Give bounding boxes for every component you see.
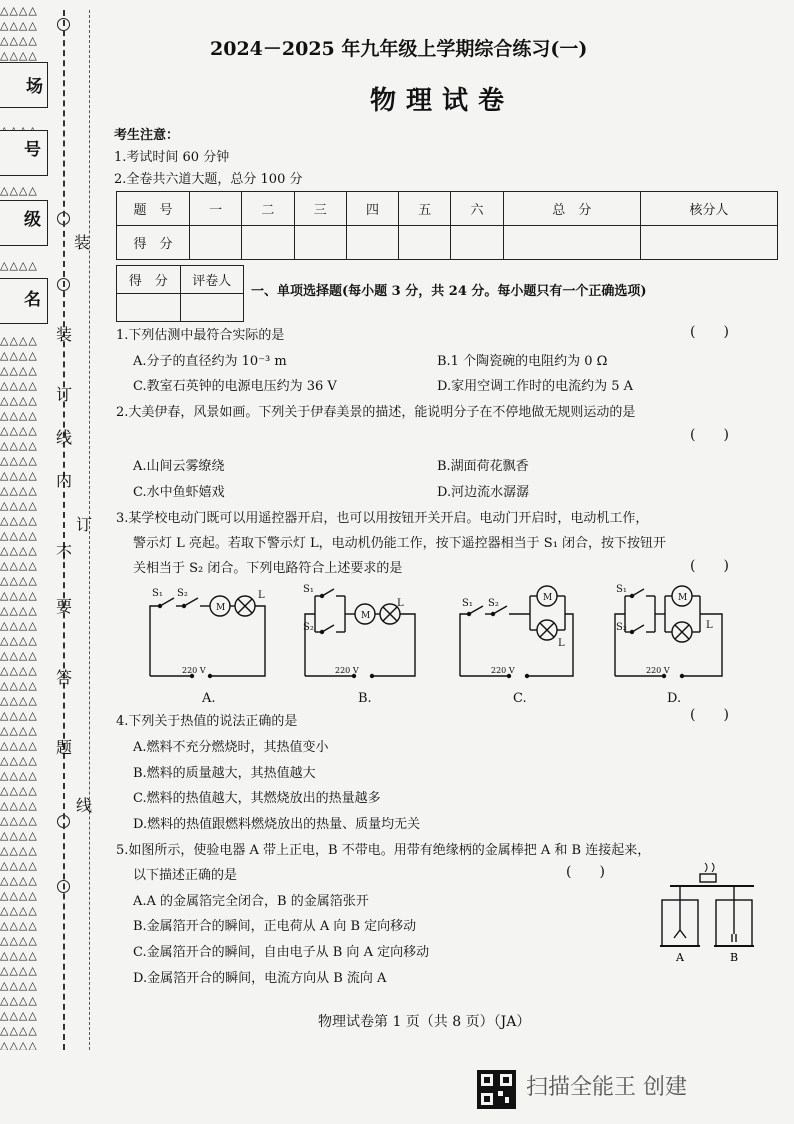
label-s2: S₂ <box>177 588 188 599</box>
q5-option-d: D.金属箔开合的瞬间，电流方向从 B 流向 A <box>133 971 387 986</box>
triangle-row: △△△△ <box>0 904 38 917</box>
score-table-score-row <box>117 226 778 260</box>
triangle-row: △△△△ <box>0 364 38 377</box>
motor-symbol: M <box>216 603 226 613</box>
q5-answer-paren[interactable]: ( ) <box>566 864 605 880</box>
q1-answer-paren[interactable]: ( ) <box>690 324 729 340</box>
triangle-row: △△△△ <box>0 874 38 887</box>
triangle-row: △△△△ <box>0 334 38 347</box>
voltage-label: 220 V <box>491 666 515 675</box>
triangle-row: △△△△ <box>0 934 38 947</box>
triangle-row: △△△△ <box>0 709 38 722</box>
triangle-row: △△△△ <box>0 814 38 827</box>
score-input-cell[interactable] <box>346 226 398 260</box>
q1-stem: 1.下列估测中最符合实际的是 <box>116 328 285 343</box>
voltage-label: 220 V <box>335 666 359 675</box>
score-cell: 二 <box>242 192 294 226</box>
q2-option-b: B.湖面荷花飘香 <box>437 459 529 474</box>
score-input-cell[interactable] <box>190 226 242 260</box>
triangle-row: △△△△ <box>0 409 38 422</box>
binding-mark: 装 <box>56 325 73 344</box>
q4-option-a: A.燃料不充分燃烧时，其热值变小 <box>133 740 329 755</box>
circuit-label-c: C. <box>513 691 527 706</box>
triangle-row: △△△△ <box>0 1024 38 1037</box>
grader-label: 评卷人 <box>180 266 244 294</box>
triangle-row: △△△△ <box>0 829 38 842</box>
score-input-cell[interactable] <box>503 226 640 260</box>
triangle-row: △△△△ <box>0 739 38 752</box>
label-s1: S₁ <box>303 584 314 595</box>
triangle-row: △△△△ <box>0 844 38 857</box>
q3-answer-paren[interactable]: ( ) <box>690 558 729 574</box>
label-s1: S₁ <box>462 598 473 609</box>
score-input-cell[interactable] <box>399 226 451 260</box>
electroscope-label-b: B <box>730 951 739 964</box>
q4-option-b: B.燃料的质量越大，其热值越大 <box>133 766 316 781</box>
circuit-d <box>615 586 722 678</box>
triangle-row: △△△△ <box>0 724 38 737</box>
triangle-row: △△△△ <box>0 469 38 482</box>
binding-mark: 线 <box>56 428 73 447</box>
triangle-row: △△△△ <box>0 19 38 32</box>
exam-room-label: 场 <box>26 77 43 97</box>
q3-stem-line1: 3.某学校电动门既可以用遥控器开启，也可以用按钮开关开启。电动门开启时，电动机工作， <box>116 511 649 526</box>
q4-stem: 4.下列关于热值的说法正确的是 <box>116 714 298 729</box>
q4-option-c: C.燃料的热值越大，其燃烧放出的热量越多 <box>133 791 381 806</box>
label-lamp: L <box>558 638 565 649</box>
triangle-row: △△△△ <box>0 49 38 62</box>
binding-mark: 装 <box>74 233 91 252</box>
binding-dashed-line <box>63 10 65 1050</box>
triangle-row: △△△△ <box>0 1009 38 1022</box>
q1-option-c: C.教室石英钟的电源电压约为 36 V <box>133 379 337 394</box>
score-cell: 核分人 <box>640 192 777 226</box>
q5-option-a: A.A 的金属箔完全闭合，B 的金属箔张开 <box>133 894 369 909</box>
grader-sign-cell[interactable] <box>180 294 244 322</box>
triangle-row: △△△△ <box>0 439 38 452</box>
label-s2: S₂ <box>488 598 499 609</box>
circuit-label-a: A. <box>202 691 216 706</box>
triangle-row: △△△△ <box>0 994 38 1007</box>
triangle-row: △△△△ <box>0 604 38 617</box>
label-lamp: L <box>258 590 265 601</box>
triangle-row: △△△△ <box>0 679 38 692</box>
score-cell: 一 <box>190 192 242 226</box>
binding-mark: 订 <box>56 385 73 404</box>
triangle-row: △△△△ <box>0 964 38 977</box>
triangle-row: △△△△ <box>0 754 38 767</box>
binding-mark: 不 <box>56 543 73 562</box>
voltage-label: 220 V <box>646 666 670 675</box>
score-cell: 三 <box>294 192 346 226</box>
label-s1: S₁ <box>616 584 627 595</box>
triangle-row: △△△△ <box>0 769 38 782</box>
scanner-watermark: 扫描全能王 创建 <box>526 1075 687 1100</box>
q5-option-b: B.金属箔开合的瞬间，正电荷从 A 向 B 定向移动 <box>133 919 417 934</box>
q4-option-d: D.燃料的热值跟燃料燃烧放出的热量、质量均无关 <box>133 817 421 832</box>
triangle-row: △△△△ <box>0 694 38 707</box>
label-lamp: L <box>706 620 713 631</box>
triangle-row: △△△△ <box>0 544 38 557</box>
label-s2: S₂ <box>616 622 627 633</box>
q3-stem-line2: 警示灯 L 亮起。若取下警示灯 L，电动机仍能工作，按下遥控器相当于 S₁ 闭合，按下按钮开 <box>133 536 667 551</box>
triangle-row: △△△△ <box>0 799 38 812</box>
triangle-row: △△△△ <box>0 259 38 272</box>
score-input-cell[interactable] <box>640 226 777 260</box>
q4-answer-paren[interactable]: ( ) <box>690 707 729 723</box>
circuit-label-d: D. <box>667 691 682 706</box>
grader-table <box>116 265 244 322</box>
score-cell: 总 分 <box>503 192 640 226</box>
score-table <box>116 191 778 260</box>
exam-title: 2024－2025 年九年级上学期综合练习(一) <box>210 38 588 60</box>
triangle-row: △△△△ <box>0 949 38 962</box>
q1-option-d: D.家用空调工作时的电流约为 5 A <box>437 379 634 394</box>
triangle-row: △△△△ <box>0 919 38 932</box>
triangle-row: △△△△ <box>0 634 38 647</box>
score-cell: 五 <box>399 192 451 226</box>
electroscope-figure <box>650 862 770 966</box>
q5-option-c: C.金属箔开合的瞬间，自由电子从 B 向 A 定向移动 <box>133 945 430 960</box>
motor-symbol: M <box>361 611 371 621</box>
triangle-row: △△△△ <box>0 859 38 872</box>
triangle-row: △△△△ <box>0 574 38 587</box>
score-input-cell[interactable] <box>451 226 503 260</box>
binding-mark: 订 <box>76 515 93 534</box>
triangle-row: △△△△ <box>0 34 38 47</box>
exam-number-label: 号 <box>24 140 41 160</box>
motor-symbol: M <box>543 593 553 603</box>
page-footer: 物理试卷第 1 页（共 8 页）（JA） <box>318 1014 531 1030</box>
q1-option-a: A.分子的直径约为 10⁻³ m <box>133 354 287 369</box>
binding-mark: 题 <box>56 738 73 757</box>
triangle-row: △△△△ <box>0 424 38 437</box>
binding-mark: 答 <box>56 668 73 687</box>
label-s2: S₂ <box>303 622 314 633</box>
q3-stem-line3: 关相当于 S₂ 闭合。下列电路符合上述要求的是 <box>133 561 403 576</box>
triangle-row: △△△△ <box>0 4 38 17</box>
q2-option-c: C.水中鱼虾嬉戏 <box>133 485 225 500</box>
score-cell: 题 号 <box>117 192 190 226</box>
triangle-row: △△△△ <box>0 619 38 632</box>
notice-heading: 考生注意： <box>114 128 180 143</box>
subject-title: 物理试卷 <box>370 86 515 116</box>
triangle-row: △△△△ <box>0 499 38 512</box>
triangle-row: △△△△ <box>0 184 38 197</box>
score-row-label: 得 分 <box>117 226 190 260</box>
score-cell: 六 <box>451 192 503 226</box>
triangle-row: △△△△ <box>0 649 38 662</box>
circuit-label-b: B. <box>358 691 372 706</box>
circuit-a <box>150 596 265 678</box>
grader-score-label: 得 分 <box>117 266 181 294</box>
section1-heading: 一、单项选择题(每小题 3 分，共 24 分。每小题只有一个正确选项) <box>251 284 647 299</box>
triangle-row: △△△△ <box>0 379 38 392</box>
triangle-row: △△△△ <box>0 484 38 497</box>
triangle-row: △△△△ <box>0 454 38 467</box>
q5-stem-line1: 5.如图所示，使验电器 A 带上正电，B 不带电。用带有绝缘柄的金属棒把 A 和 B 连接起来， <box>116 843 651 858</box>
q2-option-a: A.山间云雾缭绕 <box>133 459 225 474</box>
triangle-row: △△△△ <box>0 589 38 602</box>
motor-symbol: M <box>678 593 688 603</box>
circuit-c <box>460 586 573 678</box>
q2-option-d: D.河边流水潺潺 <box>437 485 530 500</box>
name-label: 名 <box>24 290 41 310</box>
label-s1: S₁ <box>152 588 163 599</box>
score-input-cell[interactable] <box>294 226 346 260</box>
score-cell: 四 <box>346 192 398 226</box>
triangle-row: △△△△ <box>0 514 38 527</box>
triangle-row: △△△△ <box>0 529 38 542</box>
triangle-row: △△△△ <box>0 559 38 572</box>
triangle-row: △△△△ <box>0 889 38 902</box>
triangle-row: △△△△ <box>0 394 38 407</box>
score-table-header-row <box>117 192 778 226</box>
binding-mark: 要 <box>56 597 73 616</box>
label-lamp: L <box>397 598 404 609</box>
binding-mark: 线 <box>76 796 93 815</box>
grader-score-cell[interactable] <box>117 294 181 322</box>
q2-answer-paren[interactable]: ( ) <box>690 427 729 443</box>
binding-mark: 内 <box>56 471 73 490</box>
q2-stem: 2.大美伊春，风景如画。下列关于伊春美景的描述，能说明分子在不停地做无规则运动的是 <box>116 405 636 420</box>
q3-circuit-diagrams <box>140 584 780 706</box>
triangle-row: △△△△ <box>0 979 38 992</box>
q1-option-b: B.1 个陶瓷碗的电阻约为 0 Ω <box>437 354 608 369</box>
triangle-row: △△△△ <box>0 664 38 677</box>
notice-item: 2.全卷共六道大题，总分 100 分 <box>114 172 303 187</box>
notice-item: 1.考试时间 60 分钟 <box>114 150 230 165</box>
triangle-row: △△△△ <box>0 784 38 797</box>
triangle-row: △△△△ <box>0 1039 38 1050</box>
electroscope-label-a: A <box>676 951 684 964</box>
score-input-cell[interactable] <box>242 226 294 260</box>
qr-code-icon <box>477 1070 516 1109</box>
voltage-label: 220 V <box>182 666 206 675</box>
class-label: 级 <box>24 210 41 230</box>
q5-stem-line2: 以下描述正确的是 <box>133 868 238 883</box>
triangle-row: △△△△ <box>0 349 38 362</box>
